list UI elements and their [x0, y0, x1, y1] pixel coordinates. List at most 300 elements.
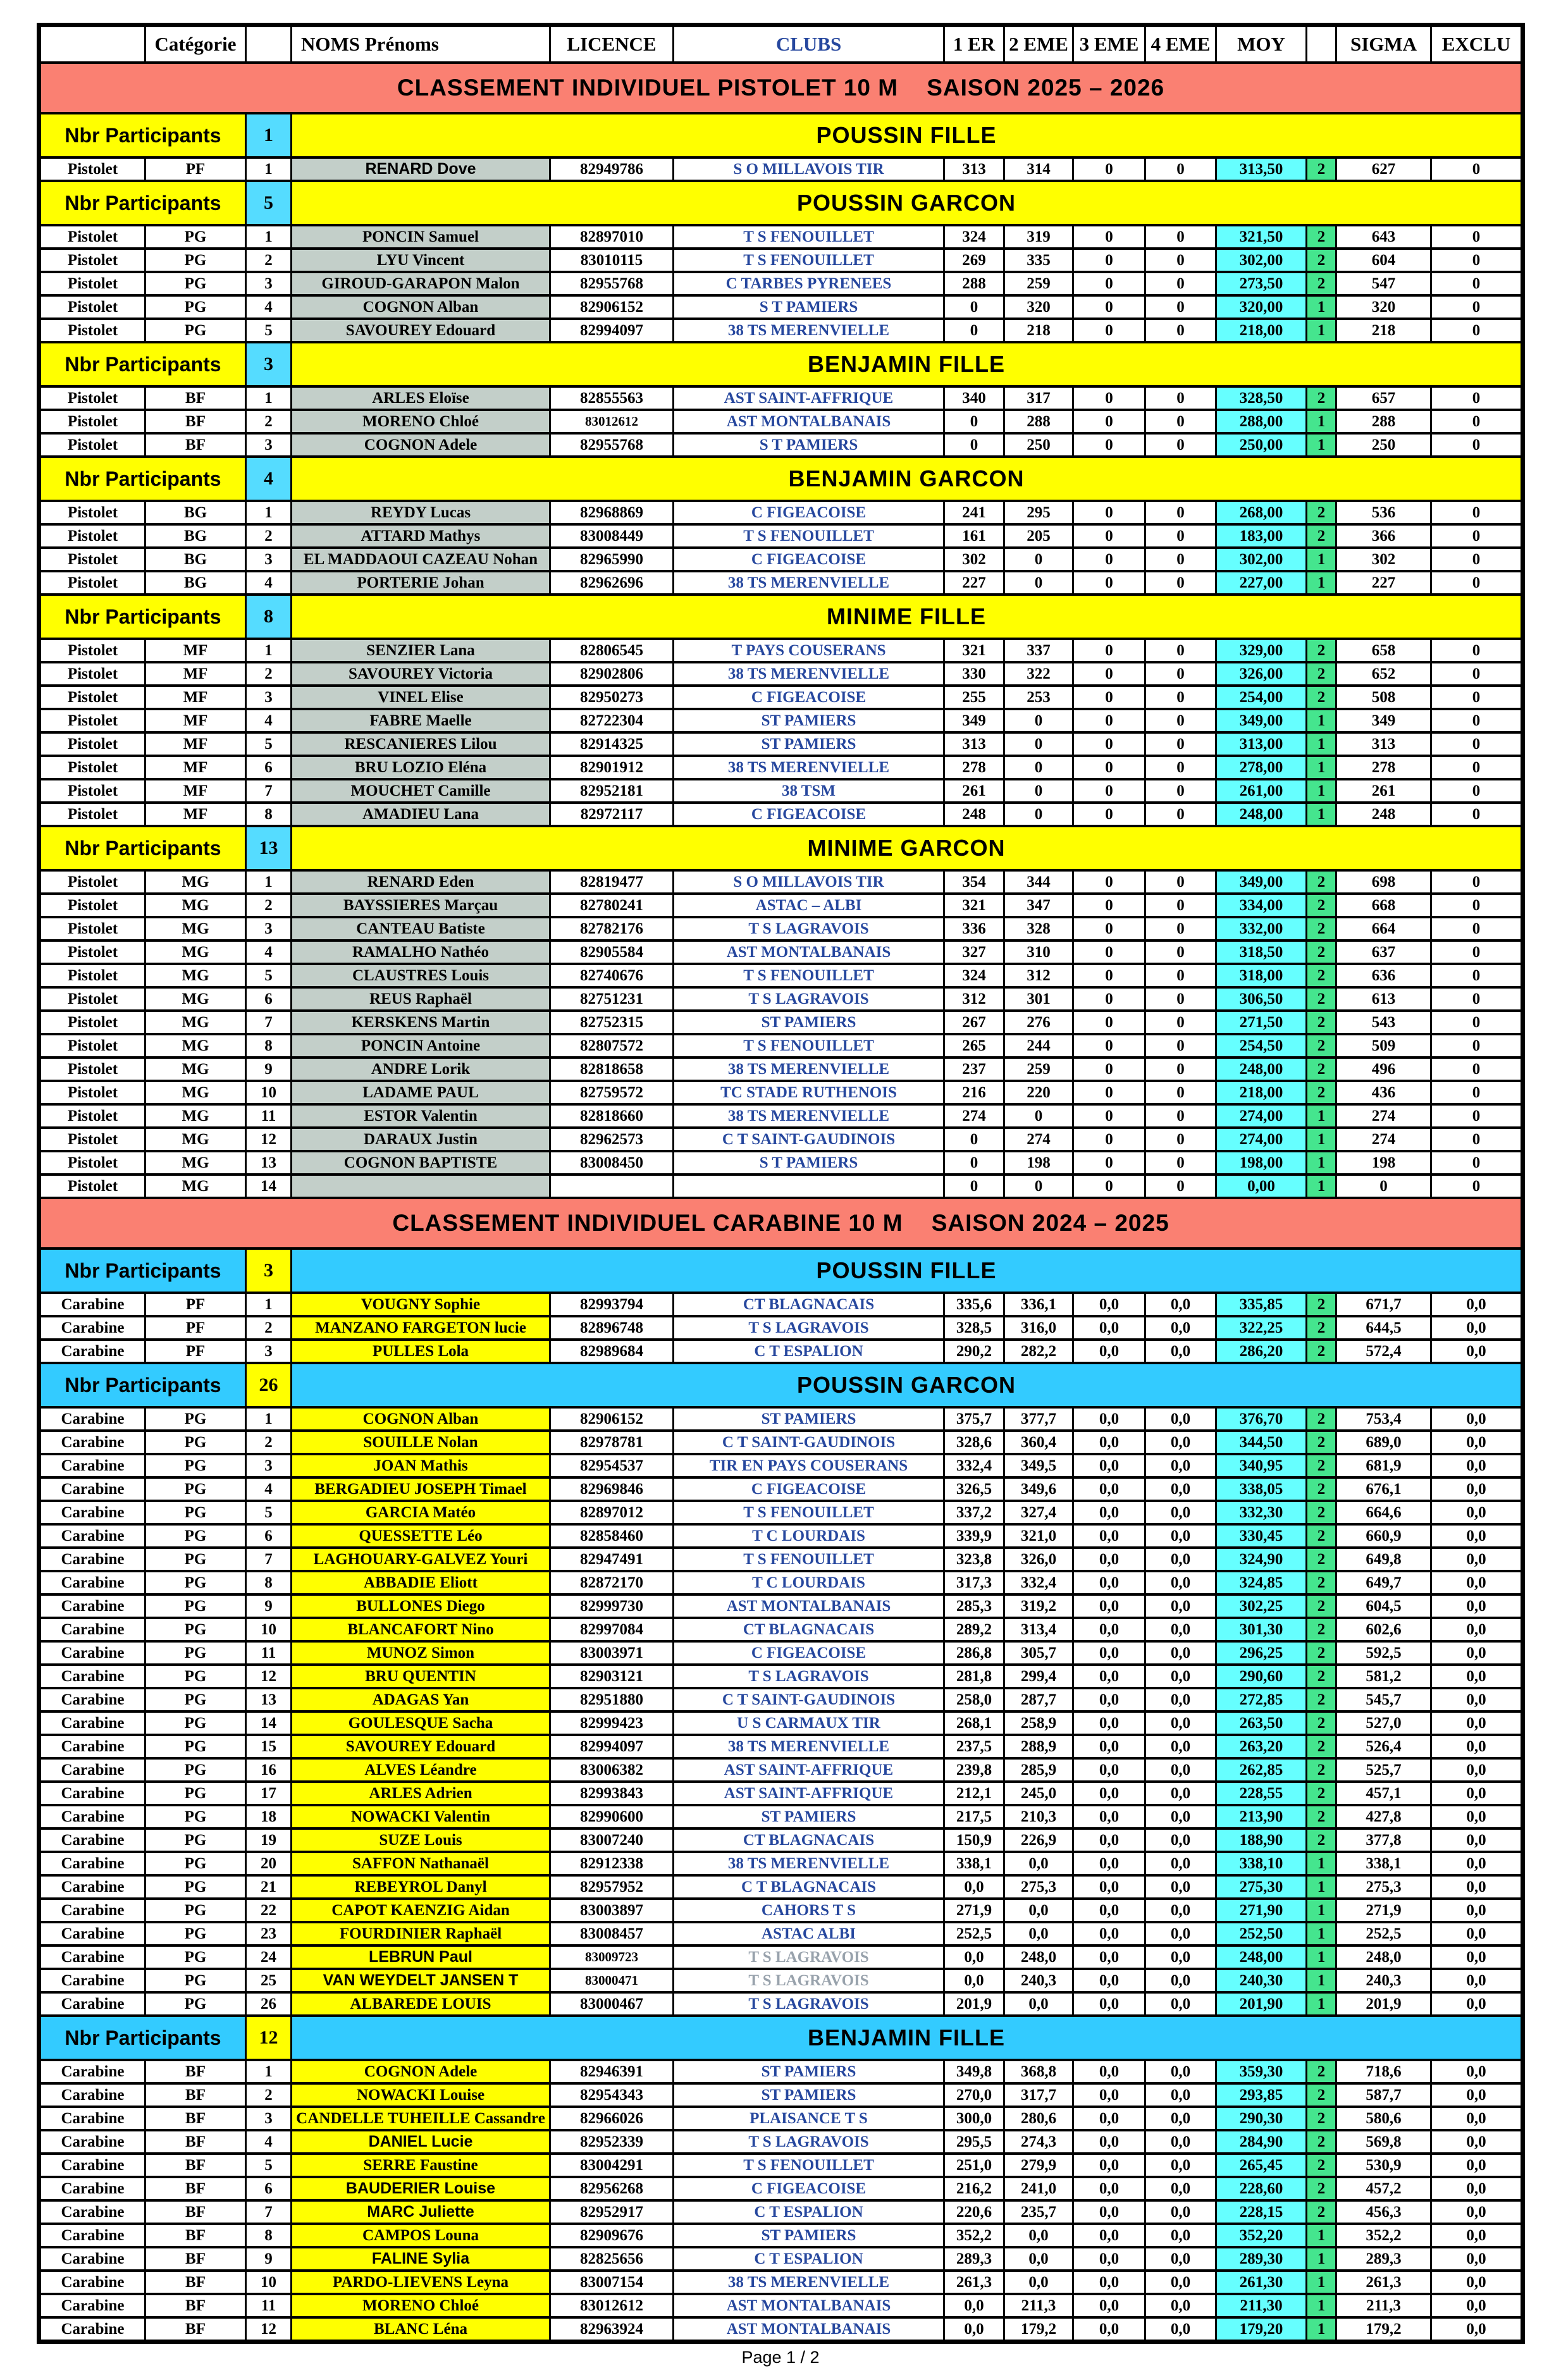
club-cell: C FIGEACOISE: [674, 1477, 944, 1501]
weapon-cell: Pistolet: [39, 639, 145, 662]
section-header-row: [39, 1249, 1523, 1293]
rank-cell: 1: [246, 225, 292, 249]
score-1-cell: 0,0: [944, 1875, 1004, 1899]
club-cell: T S FENOUILLET: [674, 1501, 944, 1524]
weapon-cell: Carabine: [39, 1899, 145, 1922]
licence-cell: 82966026: [550, 2107, 674, 2130]
sigma-cell: 227: [1336, 571, 1431, 595]
score-1-cell: 312: [944, 987, 1004, 1011]
score-2-cell: 0: [1004, 1175, 1073, 1198]
score-1-cell: 290,2: [944, 1340, 1004, 1363]
exclu-cell: 0,0: [1431, 1922, 1523, 1945]
shooter-name: PONCIN Antoine: [292, 1034, 550, 1057]
weapon-cell: Pistolet: [39, 1057, 145, 1081]
shooter-name: MANZANO FARGETON lucie: [292, 1316, 550, 1340]
licence-cell: 83010115: [550, 249, 674, 272]
score-3-cell: 0: [1073, 639, 1145, 662]
score-3-cell: 0: [1073, 524, 1145, 548]
score-3-cell: 0: [1073, 1034, 1145, 1057]
licence-cell: 82965990: [550, 548, 674, 571]
match-count-cell: 2: [1307, 1501, 1336, 1524]
sigma-cell: 527,0: [1336, 1711, 1431, 1735]
shooter-name: BAYSSIERES Marçau: [292, 894, 550, 917]
score-2-cell: 0: [1004, 709, 1073, 732]
score-4-cell: 0: [1145, 548, 1216, 571]
match-count-cell: 1: [1307, 1128, 1336, 1151]
category-cell: BF: [145, 2107, 246, 2130]
rank-cell: 1: [246, 157, 292, 181]
weapon-cell: Carabine: [39, 1665, 145, 1688]
licence-cell: 83012612: [550, 410, 674, 433]
weapon-cell: Pistolet: [39, 410, 145, 433]
weapon-cell: Pistolet: [39, 157, 145, 181]
shooter-row: [39, 1034, 1523, 1057]
score-2-cell: 314: [1004, 157, 1073, 181]
sigma-cell: 349: [1336, 709, 1431, 732]
match-count-cell: 1: [1307, 1151, 1336, 1175]
score-3-cell: 0: [1073, 433, 1145, 457]
weapon-cell: Pistolet: [39, 940, 145, 964]
header-rank: [246, 25, 292, 63]
score-4-cell: 0: [1145, 1034, 1216, 1057]
weapon-cell: Carabine: [39, 1293, 145, 1316]
weapon-cell: Carabine: [39, 1431, 145, 1454]
match-count-cell: 2: [1307, 1477, 1336, 1501]
score-2-cell: 0: [1004, 1104, 1073, 1128]
club-cell: 38 TS MERENVIELLE: [674, 1852, 944, 1875]
rank-cell: 9: [246, 2247, 292, 2271]
rank-cell: 4: [246, 940, 292, 964]
licence-cell: 83009723: [550, 1945, 674, 1969]
score-1-cell: 0: [944, 1151, 1004, 1175]
club-cell: 38 TS MERENVIELLE: [674, 756, 944, 779]
match-count-cell: 1: [1307, 779, 1336, 803]
club-cell: 38 TS MERENVIELLE: [674, 2271, 944, 2294]
shooter-name: CANDELLE TUHEILLE Cassandre: [292, 2107, 550, 2130]
licence-cell: 82951880: [550, 1688, 674, 1711]
score-2-cell: 320: [1004, 295, 1073, 319]
match-count-cell: 2: [1307, 1316, 1336, 1340]
shooter-row: [39, 1011, 1523, 1034]
exclu-cell: 0: [1431, 1081, 1523, 1104]
match-count-cell: 2: [1307, 917, 1336, 940]
score-1-cell: 335,6: [944, 1293, 1004, 1316]
rank-cell: 3: [246, 272, 292, 295]
rank-cell: 10: [246, 1081, 292, 1104]
weapon-cell: Carabine: [39, 2271, 145, 2294]
moy-cell: 263,20: [1216, 1735, 1307, 1758]
score-3-cell: 0,0: [1073, 1407, 1145, 1431]
match-count-cell: 2: [1307, 1548, 1336, 1571]
rank-cell: 6: [246, 756, 292, 779]
exclu-cell: 0,0: [1431, 1407, 1523, 1431]
score-3-cell: 0: [1073, 987, 1145, 1011]
licence-cell: 82902806: [550, 662, 674, 686]
exclu-cell: 0: [1431, 1151, 1523, 1175]
participants-count: 12: [246, 2016, 292, 2060]
score-4-cell: 0,0: [1145, 1477, 1216, 1501]
moy-cell: 248,00: [1216, 1945, 1307, 1969]
score-3-cell: 0: [1073, 803, 1145, 826]
sigma-cell: 261: [1336, 779, 1431, 803]
score-3-cell: 0: [1073, 295, 1145, 319]
score-3-cell: 0,0: [1073, 2130, 1145, 2154]
score-2-cell: 322: [1004, 662, 1073, 686]
score-1-cell: 0,0: [944, 2317, 1004, 2342]
licence-cell: 82806545: [550, 639, 674, 662]
club-cell: CT BLAGNACAIS: [674, 1618, 944, 1641]
score-4-cell: 0: [1145, 157, 1216, 181]
score-4-cell: 0: [1145, 1057, 1216, 1081]
rank-cell: 3: [246, 548, 292, 571]
match-count-cell: 2: [1307, 2177, 1336, 2200]
exclu-cell: 0,0: [1431, 2060, 1523, 2083]
score-1-cell: 274: [944, 1104, 1004, 1128]
rank-cell: 7: [246, 2200, 292, 2224]
exclu-cell: 0,0: [1431, 1548, 1523, 1571]
weapon-cell: Pistolet: [39, 1104, 145, 1128]
match-count-cell: 1: [1307, 732, 1336, 756]
sigma-cell: 457,1: [1336, 1782, 1431, 1805]
club-cell: S O MILLAVOIS TIR: [674, 870, 944, 894]
rank-cell: 7: [246, 779, 292, 803]
licence-cell: 82997084: [550, 1618, 674, 1641]
sigma-cell: 366: [1336, 524, 1431, 548]
licence-cell: 82962573: [550, 1128, 674, 1151]
licence-cell: [550, 1175, 674, 1198]
score-2-cell: 368,8: [1004, 2060, 1073, 2083]
club-cell: T S LAGRAVOIS: [674, 987, 944, 1011]
score-4-cell: 0: [1145, 1011, 1216, 1034]
shooter-name: ALVES Léandre: [292, 1758, 550, 1782]
category-cell: MG: [145, 1034, 246, 1057]
category-cell: BG: [145, 548, 246, 571]
match-count-cell: 2: [1307, 1081, 1336, 1104]
rank-cell: 2: [246, 249, 292, 272]
sigma-cell: 456,3: [1336, 2200, 1431, 2224]
section-header-row: [39, 113, 1523, 157]
section-title: POUSSIN GARCON: [292, 181, 1523, 225]
score-4-cell: 0: [1145, 732, 1216, 756]
exclu-cell: 0,0: [1431, 1828, 1523, 1852]
club-cell: T S LAGRAVOIS: [674, 1992, 944, 2016]
score-1-cell: 150,9: [944, 1828, 1004, 1852]
weapon-cell: Pistolet: [39, 756, 145, 779]
club-cell: TC STADE RUTHENOIS: [674, 1081, 944, 1104]
exclu-cell: 0,0: [1431, 2200, 1523, 2224]
club-cell: U S CARMAUX TIR: [674, 1711, 944, 1735]
club-cell: C T ESPALION: [674, 2247, 944, 2271]
rank-cell: 1: [246, 1293, 292, 1316]
category-cell: PG: [145, 1899, 246, 1922]
score-1-cell: 0,0: [944, 1945, 1004, 1969]
score-2-cell: 299,4: [1004, 1665, 1073, 1688]
score-4-cell: 0: [1145, 964, 1216, 987]
match-count-cell: 1: [1307, 1899, 1336, 1922]
shooter-name: SOUILLE Nolan: [292, 1431, 550, 1454]
club-cell: AST MONTALBANAIS: [674, 1594, 944, 1618]
moy-cell: 274,00: [1216, 1128, 1307, 1151]
moy-cell: 321,50: [1216, 225, 1307, 249]
shooter-name: SUZE Louis: [292, 1828, 550, 1852]
club-cell: AST SAINT-AFFRIQUE: [674, 1758, 944, 1782]
sigma-cell: 338,1: [1336, 1852, 1431, 1875]
exclu-cell: 0: [1431, 709, 1523, 732]
score-1-cell: 0: [944, 295, 1004, 319]
match-count-cell: 1: [1307, 2271, 1336, 2294]
weapon-cell: Pistolet: [39, 870, 145, 894]
exclu-cell: 0,0: [1431, 1805, 1523, 1828]
rank-cell: 1: [246, 501, 292, 524]
sigma-cell: 664,6: [1336, 1501, 1431, 1524]
licence-cell: 82912338: [550, 1852, 674, 1875]
moy-cell: 322,25: [1216, 1316, 1307, 1340]
moy-cell: 301,30: [1216, 1618, 1307, 1641]
header-weapon: [39, 25, 145, 63]
shooter-name: RAMALHO Nathéo: [292, 940, 550, 964]
score-2-cell: 344: [1004, 870, 1073, 894]
score-3-cell: 0: [1073, 249, 1145, 272]
score-1-cell: 201,9: [944, 1992, 1004, 2016]
shooter-row: [39, 1828, 1523, 1852]
category-cell: PG: [145, 1922, 246, 1945]
exclu-cell: 0,0: [1431, 1340, 1523, 1363]
rank-cell: 9: [246, 1594, 292, 1618]
exclu-cell: 0,0: [1431, 1524, 1523, 1548]
licence-cell: 82952181: [550, 779, 674, 803]
score-2-cell: 218: [1004, 319, 1073, 342]
rank-cell: 2: [246, 894, 292, 917]
participants-label: Nbr Participants: [39, 457, 246, 501]
rank-cell: 7: [246, 1011, 292, 1034]
shooter-name: PARDO-LIEVENS Leyna: [292, 2271, 550, 2294]
shooter-row: [39, 779, 1523, 803]
rank-cell: 8: [246, 803, 292, 826]
weapon-cell: Pistolet: [39, 1034, 145, 1057]
rank-cell: 18: [246, 1805, 292, 1828]
score-2-cell: 288: [1004, 410, 1073, 433]
score-2-cell: 0: [1004, 756, 1073, 779]
score-1-cell: 212,1: [944, 1782, 1004, 1805]
moy-cell: 271,50: [1216, 1011, 1307, 1034]
exclu-cell: 0: [1431, 410, 1523, 433]
score-2-cell: 0,0: [1004, 1899, 1073, 1922]
shooter-name: FALINE Sylia: [292, 2247, 550, 2271]
shooter-name: ADAGAS Yan: [292, 1688, 550, 1711]
club-cell: T S FENOUILLET: [674, 2154, 944, 2177]
shooter-row: [39, 803, 1523, 826]
weapon-cell: Carabine: [39, 2177, 145, 2200]
category-cell: BF: [145, 2247, 246, 2271]
score-3-cell: 0: [1073, 1175, 1145, 1198]
sigma-cell: 602,6: [1336, 1618, 1431, 1641]
score-3-cell: 0,0: [1073, 1782, 1145, 1805]
weapon-cell: Pistolet: [39, 987, 145, 1011]
column-header-row: [39, 25, 1523, 63]
shooter-name: JOAN Mathis: [292, 1454, 550, 1477]
score-4-cell: 0,0: [1145, 2130, 1216, 2154]
sigma-cell: 509: [1336, 1034, 1431, 1057]
exclu-cell: 0,0: [1431, 2247, 1523, 2271]
participants-label: Nbr Participants: [39, 826, 246, 870]
shooter-name: RENARD Eden: [292, 870, 550, 894]
rank-cell: 1: [246, 639, 292, 662]
category-cell: MG: [145, 1175, 246, 1198]
category-cell: BF: [145, 2271, 246, 2294]
shooter-row: [39, 1805, 1523, 1828]
weapon-cell: Pistolet: [39, 249, 145, 272]
weapon-cell: Pistolet: [39, 732, 145, 756]
sigma-cell: 718,6: [1336, 2060, 1431, 2083]
weapon-cell: Carabine: [39, 1922, 145, 1945]
score-2-cell: 328: [1004, 917, 1073, 940]
club-cell: S T PAMIERS: [674, 295, 944, 319]
score-4-cell: 0: [1145, 779, 1216, 803]
match-count-cell: 2: [1307, 2060, 1336, 2083]
exclu-cell: 0,0: [1431, 1431, 1523, 1454]
club-cell: ASTAC ALBI: [674, 1922, 944, 1945]
shooter-name: BERGADIEU JOSEPH Timael: [292, 1477, 550, 1501]
match-count-cell: 2: [1307, 249, 1336, 272]
club-cell: AST MONTALBANAIS: [674, 2294, 944, 2317]
rank-cell: 11: [246, 2294, 292, 2317]
weapon-cell: Carabine: [39, 1852, 145, 1875]
score-4-cell: 0,0: [1145, 1828, 1216, 1852]
moy-cell: 349,00: [1216, 870, 1307, 894]
exclu-cell: 0,0: [1431, 2107, 1523, 2130]
section-title: BENJAMIN FILLE: [292, 342, 1523, 386]
match-count-cell: 1: [1307, 709, 1336, 732]
score-3-cell: 0: [1073, 272, 1145, 295]
licence-cell: 82897012: [550, 1501, 674, 1524]
score-1-cell: 328,6: [944, 1431, 1004, 1454]
shooter-row: [39, 1454, 1523, 1477]
licence-cell: 82906152: [550, 1407, 674, 1431]
match-count-cell: 2: [1307, 2154, 1336, 2177]
match-count-cell: 2: [1307, 225, 1336, 249]
score-4-cell: 0,0: [1145, 1571, 1216, 1594]
exclu-cell: 0: [1431, 940, 1523, 964]
score-2-cell: 179,2: [1004, 2317, 1073, 2342]
sigma-cell: 613: [1336, 987, 1431, 1011]
weapon-cell: Pistolet: [39, 1151, 145, 1175]
shooter-name: NOWACKI Valentin: [292, 1805, 550, 1828]
section-header-row: [39, 457, 1523, 501]
match-count-cell: 2: [1307, 1688, 1336, 1711]
tournament-title: CLASSEMENT INDIVIDUEL CARABINE 10 M SAISON 2024 – 2025: [39, 1198, 1523, 1249]
sigma-cell: 288: [1336, 410, 1431, 433]
score-4-cell: 0,0: [1145, 2083, 1216, 2107]
sigma-cell: 627: [1336, 157, 1431, 181]
shooter-row: [39, 987, 1523, 1011]
club-cell: 38 TSM: [674, 779, 944, 803]
shooter-name: COGNON BAPTISTE: [292, 1151, 550, 1175]
score-3-cell: 0,0: [1073, 2177, 1145, 2200]
club-cell: CAHORS T S: [674, 1899, 944, 1922]
shooter-row: [39, 1340, 1523, 1363]
shooter-row: [39, 1431, 1523, 1454]
sigma-cell: 320: [1336, 295, 1431, 319]
score-2-cell: 0: [1004, 803, 1073, 826]
score-2-cell: 0,0: [1004, 2224, 1073, 2247]
rank-cell: 10: [246, 2271, 292, 2294]
score-2-cell: 211,3: [1004, 2294, 1073, 2317]
sigma-cell: 543: [1336, 1011, 1431, 1034]
sigma-cell: 179,2: [1336, 2317, 1431, 2342]
shooter-name: ESTOR Valentin: [292, 1104, 550, 1128]
sigma-cell: 649,8: [1336, 1548, 1431, 1571]
category-cell: BF: [145, 2200, 246, 2224]
club-cell: 38 TS MERENVIELLE: [674, 319, 944, 342]
category-cell: MF: [145, 686, 246, 709]
club-cell: C FIGEACOISE: [674, 501, 944, 524]
weapon-cell: Pistolet: [39, 272, 145, 295]
score-3-cell: 0,0: [1073, 2224, 1145, 2247]
score-1-cell: 323,8: [944, 1548, 1004, 1571]
score-3-cell: 0,0: [1073, 1524, 1145, 1548]
shooter-name: EL MADDAOUI CAZEAU Nohan: [292, 548, 550, 571]
shooter-name: BULLONES Diego: [292, 1594, 550, 1618]
exclu-cell: 0,0: [1431, 1758, 1523, 1782]
category-cell: MG: [145, 940, 246, 964]
shooter-row: [39, 917, 1523, 940]
score-2-cell: 312: [1004, 964, 1073, 987]
weapon-cell: Carabine: [39, 1945, 145, 1969]
score-2-cell: 274,3: [1004, 2130, 1073, 2154]
score-3-cell: 0: [1073, 779, 1145, 803]
section-header-row: [39, 2016, 1523, 2060]
match-count-cell: 1: [1307, 1992, 1336, 2016]
score-4-cell: 0,0: [1145, 1594, 1216, 1618]
weapon-cell: Carabine: [39, 2247, 145, 2271]
exclu-cell: 0: [1431, 1175, 1523, 1198]
exclu-cell: 0,0: [1431, 1571, 1523, 1594]
moy-cell: 254,50: [1216, 1034, 1307, 1057]
score-1-cell: 216: [944, 1081, 1004, 1104]
sigma-cell: 671,7: [1336, 1293, 1431, 1316]
moy-cell: 296,25: [1216, 1641, 1307, 1665]
sigma-cell: 681,9: [1336, 1454, 1431, 1477]
category-cell: MG: [145, 1128, 246, 1151]
moy-cell: 302,00: [1216, 249, 1307, 272]
score-4-cell: 0,0: [1145, 1618, 1216, 1641]
shooter-row: [39, 1081, 1523, 1104]
club-cell: C T BLAGNACAIS: [674, 1875, 944, 1899]
licence-cell: 82896748: [550, 1316, 674, 1340]
score-3-cell: 0: [1073, 1151, 1145, 1175]
exclu-cell: 0,0: [1431, 1688, 1523, 1711]
score-1-cell: 258,0: [944, 1688, 1004, 1711]
match-count-cell: 2: [1307, 964, 1336, 987]
match-count-cell: 2: [1307, 870, 1336, 894]
score-1-cell: 0,0: [944, 2294, 1004, 2317]
score-4-cell: 0: [1145, 410, 1216, 433]
licence-cell: 83000467: [550, 1992, 674, 2016]
score-1-cell: 321: [944, 639, 1004, 662]
shooter-name: LADAME PAUL: [292, 1081, 550, 1104]
score-3-cell: 0: [1073, 1011, 1145, 1034]
match-count-cell: 1: [1307, 410, 1336, 433]
rank-cell: 3: [246, 1454, 292, 1477]
sigma-cell: 427,8: [1336, 1805, 1431, 1828]
shooter-name: COGNON Alban: [292, 1407, 550, 1431]
shooter-row: [39, 1407, 1523, 1431]
weapon-cell: Carabine: [39, 1340, 145, 1363]
sigma-cell: 689,0: [1336, 1431, 1431, 1454]
score-3-cell: 0,0: [1073, 1548, 1145, 1571]
club-cell: C FIGEACOISE: [674, 548, 944, 571]
score-3-cell: 0,0: [1073, 1477, 1145, 1501]
